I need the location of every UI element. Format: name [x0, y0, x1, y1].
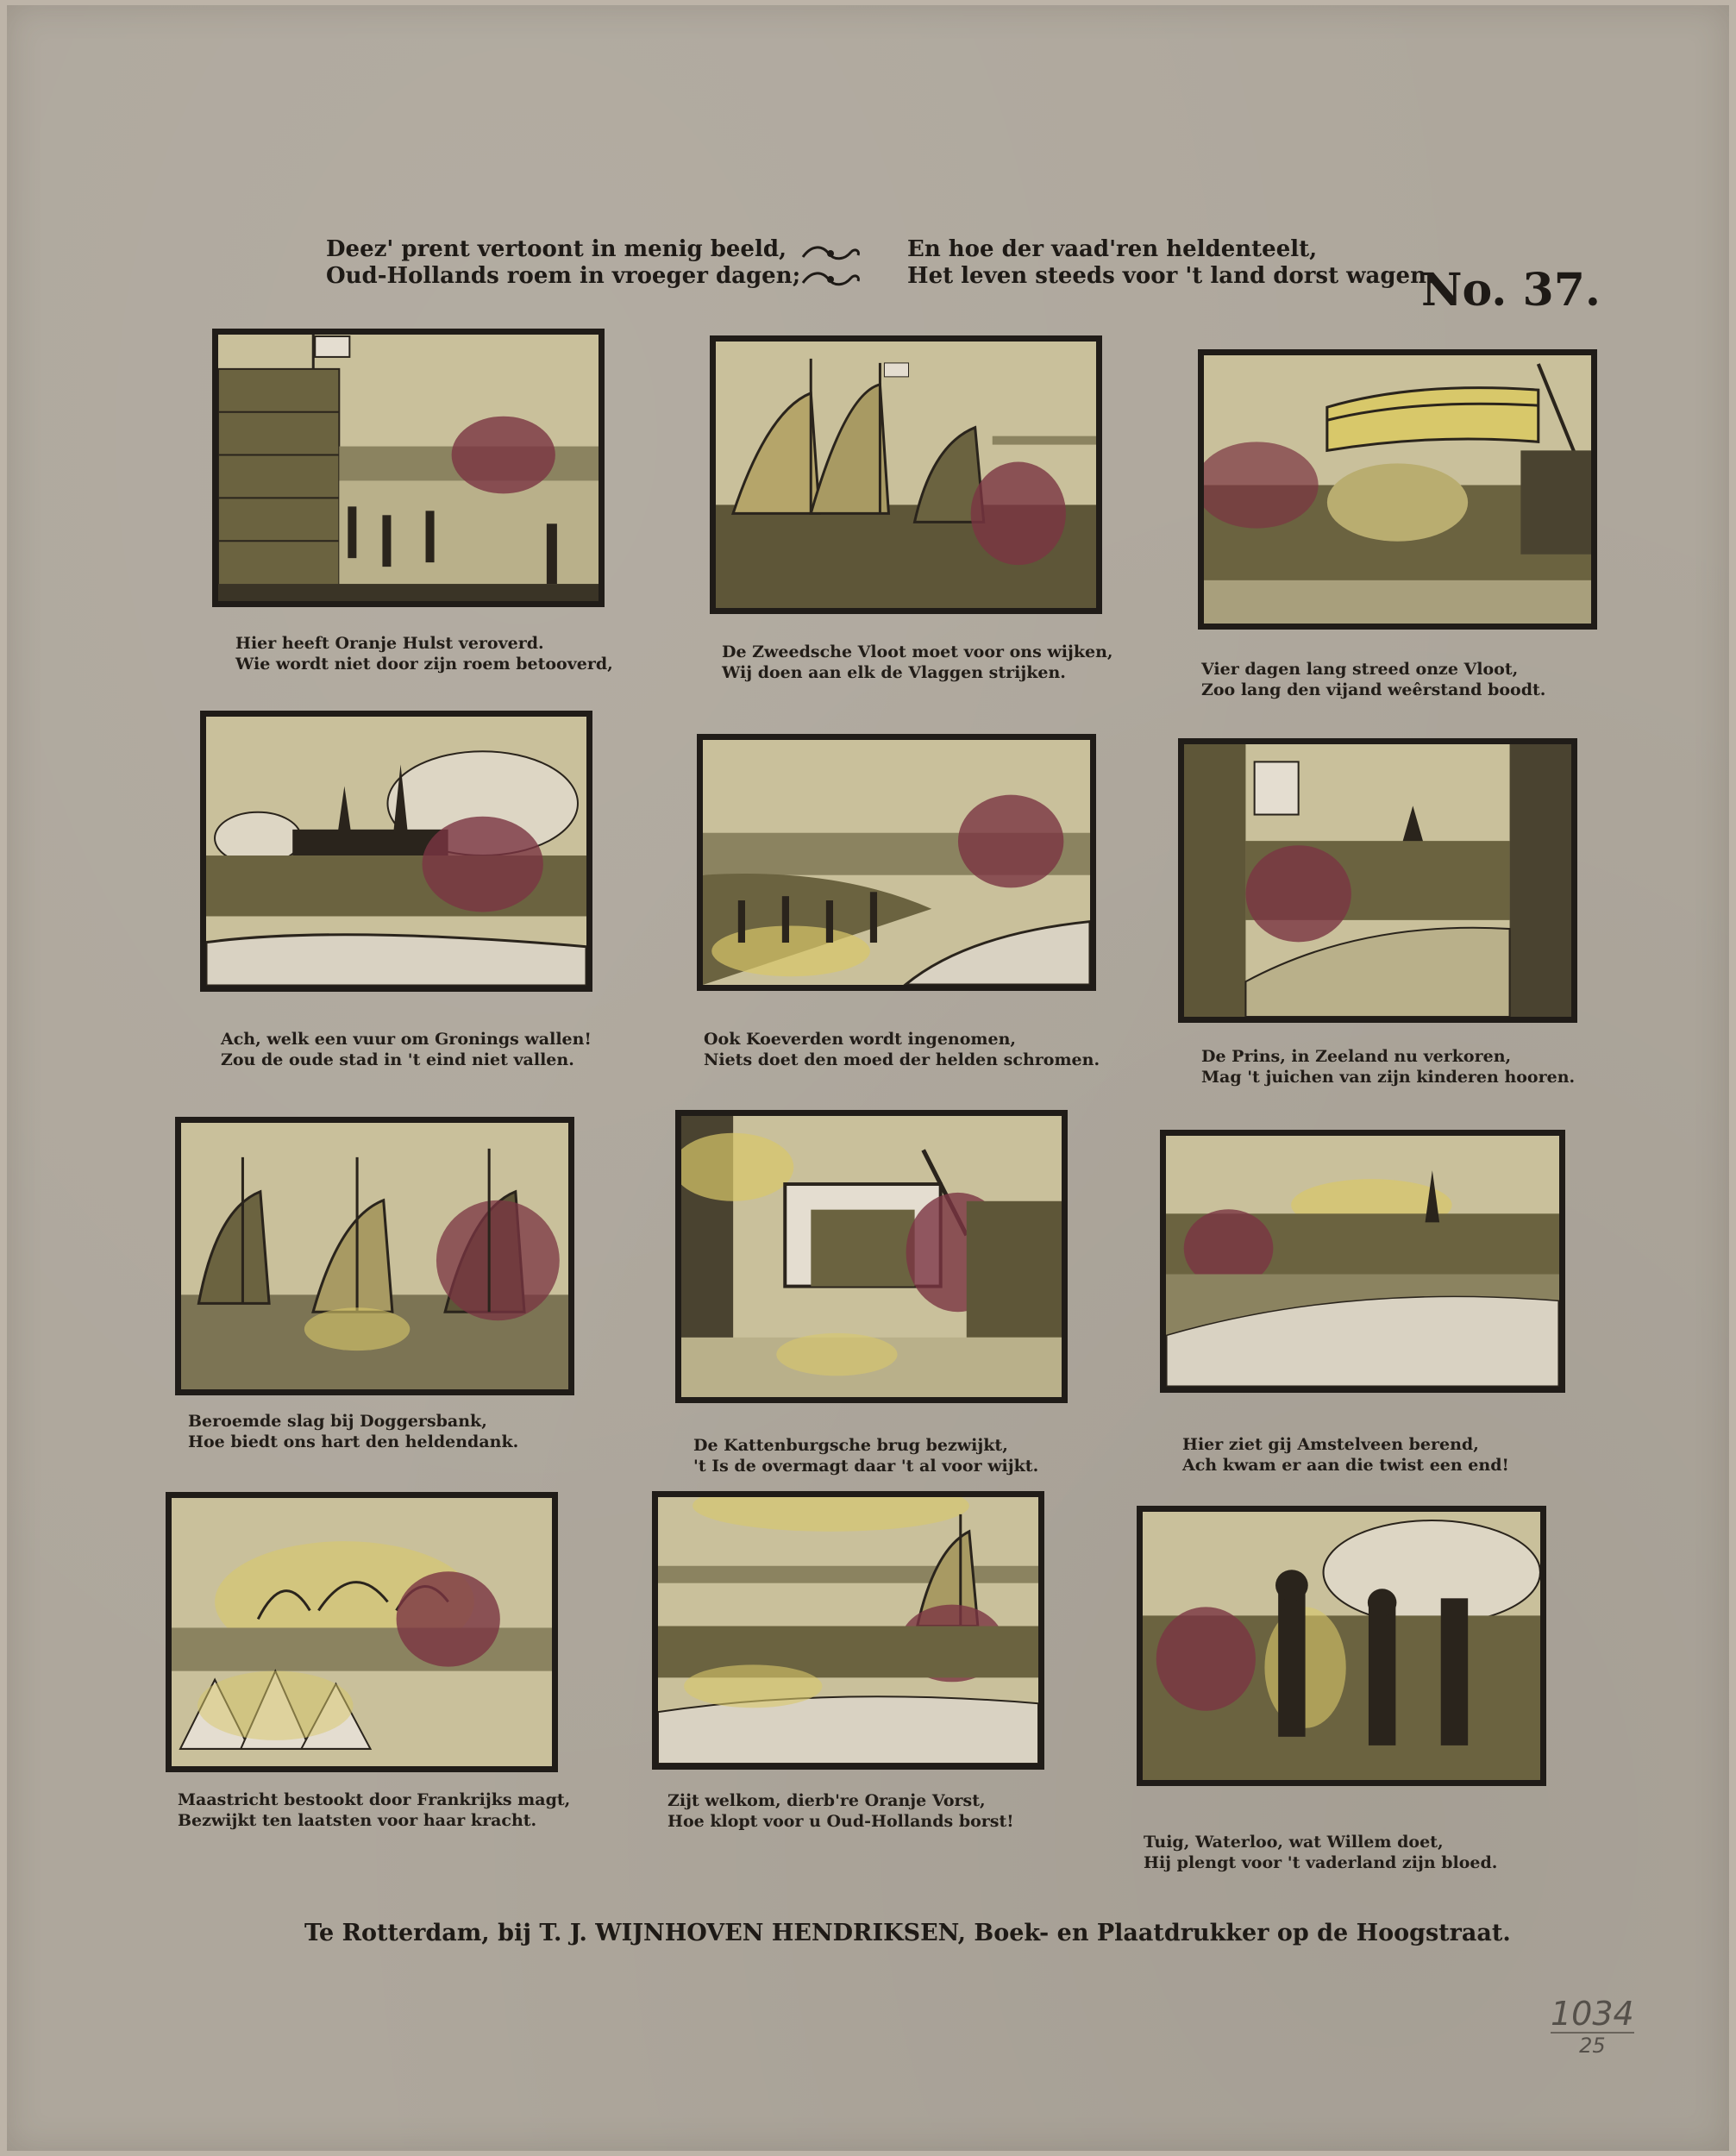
woodcut-four-days-battle — [1204, 355, 1591, 624]
panel-caption — [221, 1029, 592, 1070]
caption-line: De Zweedsche Vloot moet voor ons wijken, — [722, 642, 1113, 661]
woodcut-waterloo — [1143, 1512, 1540, 1780]
caption-line: Bezwijkt ten laatsten voor haar kracht. — [178, 1811, 537, 1830]
woodcut-panel — [1160, 1130, 1565, 1393]
panel-caption — [704, 1029, 1100, 1070]
caption-line: De Kattenburgsche brug bezwijkt, — [693, 1436, 1008, 1455]
woodcut-amstelveen — [1166, 1136, 1559, 1387]
panel-caption — [1182, 1434, 1509, 1476]
woodcut-panel — [1198, 349, 1597, 630]
woodcut-coevorden — [703, 740, 1090, 985]
panel-caption — [722, 642, 1113, 683]
panel-caption — [1201, 1046, 1575, 1087]
woodcut-panel — [175, 1117, 574, 1395]
woodcut-panel — [652, 1491, 1044, 1770]
woodcut-kattenburg-bridge — [681, 1116, 1062, 1397]
woodcut-panel — [1137, 1506, 1546, 1786]
caption-line: Beroemde slag bij Doggersbank, — [188, 1412, 487, 1431]
print-sheet — [7, 5, 1729, 2151]
header-verse-left — [326, 236, 800, 290]
woodcut-swedish-fleet — [716, 342, 1096, 608]
caption-line: Zoo lang den vijand weêrstand boodt. — [1201, 680, 1546, 699]
panel-caption — [1201, 659, 1545, 700]
woodcut-panel — [200, 711, 592, 992]
panel-caption — [667, 1790, 1014, 1832]
woodcut-panel — [212, 329, 605, 607]
caption-line: Zijt welkom, dierb're Oranje Vorst, — [667, 1791, 986, 1810]
caption-line: Hoe biedt ons hart den heldendank. — [188, 1432, 519, 1451]
imprint-line: Te Rotterdam, bij T. J. WIJNHOVEN HENDRIKSEN, Boek- en Plaatdrukker op de Hoogstraat. — [304, 1920, 1511, 1946]
caption-line: Vier dagen lang streed onze Vloot, — [1201, 660, 1519, 679]
header-verse-line: Deez' prent vertoont in menig beeld, — [326, 236, 787, 262]
caption-line: Wie wordt niet door zijn roem betooverd, — [235, 655, 613, 674]
inventory-mark — [1551, 1997, 1634, 2058]
woodcut-prince-zeeland — [1184, 744, 1571, 1017]
caption-line: Maastricht bestookt door Frankrijks magt, — [178, 1790, 571, 1809]
scroll-ornament-icon — [796, 238, 865, 298]
sheet-number: No. 37. — [1421, 264, 1601, 317]
panel-caption — [235, 633, 613, 674]
caption-line: Hier ziet gij Amstelveen berend, — [1182, 1435, 1479, 1454]
woodcut-dogger-bank — [181, 1123, 568, 1389]
panel-caption — [1144, 1832, 1497, 1873]
caption-line: Hoe klopt voor u Oud-Hollands borst! — [667, 1812, 1014, 1831]
woodcut-panel — [710, 335, 1102, 614]
caption-line: Mag 't juichen van zijn kinderen hooren. — [1201, 1068, 1576, 1087]
inventory-subnumber: 25 — [1579, 2034, 1606, 2058]
caption-line: Wij doen aan elk de Vlaggen strijken. — [722, 663, 1066, 682]
caption-line: Ach kwam er aan die twist een end! — [1182, 1456, 1509, 1475]
woodcut-panel — [675, 1110, 1068, 1403]
caption-line: Tuig, Waterloo, wat Willem doet, — [1144, 1833, 1444, 1852]
woodcut-siege-of-hulst — [218, 335, 599, 601]
panel-caption — [188, 1411, 518, 1452]
caption-line: Ook Koeverden wordt ingenomen, — [704, 1030, 1017, 1049]
panel-caption — [693, 1435, 1038, 1476]
inventory-number: 1034 — [1551, 1995, 1634, 2033]
woodcut-panel — [697, 734, 1096, 991]
caption-line: Hier heeft Oranje Hulst veroverd. — [235, 634, 544, 653]
woodcut-panel — [166, 1492, 558, 1772]
header-verse-right — [907, 236, 1434, 290]
caption-line: 't Is de overmagt daar 't al voor wijkt. — [693, 1457, 1039, 1476]
woodcut-maastricht — [172, 1498, 552, 1766]
header-verse-line: En hoe der vaad'ren heldenteelt, — [907, 236, 1318, 262]
caption-line: Hij plengt voor 't vaderland zijn bloed. — [1144, 1853, 1498, 1872]
woodcut-panel — [1178, 738, 1577, 1023]
woodcut-orange-return — [658, 1497, 1038, 1764]
caption-line: Ach, welk een vuur om Gronings wallen! — [221, 1030, 592, 1049]
panel-caption — [178, 1789, 570, 1831]
header-verse-line: Oud-Hollands roem in vroeger dagen; — [326, 263, 801, 289]
caption-line: Niets doet den moed der helden schromen. — [704, 1050, 1100, 1069]
woodcut-groningen — [206, 717, 586, 986]
header-verse-line: Het leven steeds voor 't land dorst wagen. — [907, 263, 1435, 289]
caption-line: De Prins, in Zeeland nu verkoren, — [1201, 1047, 1512, 1066]
caption-line: Zou de oude stad in 't eind niet vallen. — [221, 1050, 574, 1069]
